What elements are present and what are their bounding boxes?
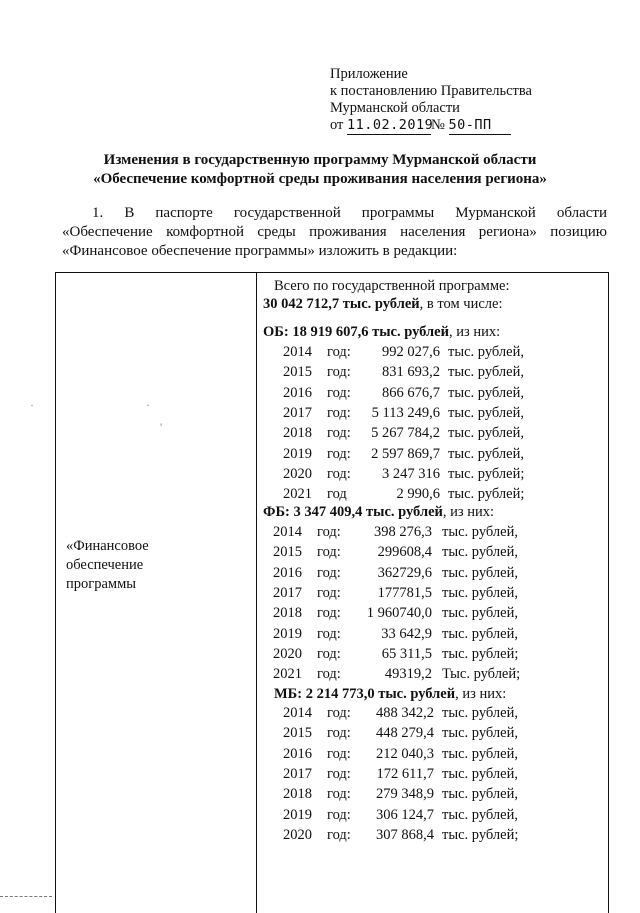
row-value: 866 676,7 — [382, 384, 440, 401]
row-value: 279 348,9 — [376, 786, 434, 803]
row-unit: тыс. рублей; — [448, 486, 525, 503]
row-god: год: — [317, 584, 341, 601]
row-unit: тыс. рублей, — [448, 344, 524, 360]
row-year: 2014 — [283, 705, 312, 721]
row-value: 306 124,7 — [376, 806, 434, 823]
row-unit: тыс. рублей, — [442, 765, 518, 782]
number-value: 50-ПП — [448, 117, 492, 133]
row-value: 65 311,5 — [381, 645, 432, 662]
row-unit: тыс. рублей, — [442, 584, 518, 601]
scan-mark: · — [146, 398, 150, 412]
row-god: год: — [327, 705, 351, 721]
row-value: 488 342,2 — [376, 705, 434, 721]
row-god: год: — [327, 344, 351, 360]
date-field — [347, 117, 434, 135]
row-value: 5 267 784,2 — [371, 425, 440, 442]
row-unit: тыс. рублей, — [442, 625, 518, 642]
row-value: 212 040,3 — [376, 745, 434, 762]
row-year: 2015 — [283, 364, 312, 381]
row-unit: тыс. рублей, — [442, 524, 518, 540]
row-unit: тыс. рублей, — [442, 725, 518, 742]
row-year: 2018 — [283, 786, 312, 803]
row-value: 299608,4 — [377, 544, 432, 561]
appendix-resolution: к постановлению Правительства — [330, 83, 532, 99]
scan-mark: · — [30, 398, 34, 412]
row-unit: тыс. рублей, — [442, 605, 518, 622]
row-value: 1 960740,0 — [366, 605, 432, 622]
row-god: год: — [327, 404, 351, 421]
document-title-line-1: Изменения в государственную программу Мурманской области — [103, 152, 537, 168]
row-god: год: — [327, 445, 351, 462]
row-god: год: — [327, 725, 351, 742]
row-god: год: — [327, 745, 351, 762]
number-field — [449, 117, 511, 135]
row-value: 2 990,6 — [396, 486, 440, 503]
row-year: 2016 — [273, 564, 302, 581]
total-caption: Всего по государственной программе: — [274, 278, 510, 294]
row-year: 2021 — [273, 666, 302, 683]
row-year: 2017 — [283, 404, 312, 421]
row-god: год: — [317, 666, 341, 683]
paragraph-line-2: «Обеспечение комфортной среды проживания населения региона» позицию — [62, 224, 607, 240]
row-value: 33 642,9 — [381, 625, 432, 642]
row-year: 2020 — [283, 465, 312, 482]
row-unit: тыс. рублей, — [448, 404, 524, 421]
row-unit: тыс. рублей; — [442, 645, 519, 662]
row-god: год: — [327, 806, 351, 823]
paragraph-line-1: 1. В паспорте государственной программы Мурманской области — [92, 205, 607, 221]
row-value: 831 693,2 — [382, 364, 440, 381]
row-value: 2 597 869,7 — [371, 445, 440, 462]
row-year: 2019 — [283, 806, 312, 823]
paragraph-line-3: «Финансовое обеспечение программы» изложить в редакции: — [62, 243, 458, 259]
total-amount: 30 042 712,7 тыс. рублей — [263, 296, 420, 312]
row-god: год: — [327, 364, 351, 381]
row-value: 992 027,6 — [382, 344, 440, 360]
row-year: 2017 — [283, 765, 312, 782]
row-year: 2017 — [273, 584, 302, 601]
appendix-region: Мурманской области — [330, 100, 460, 116]
table-row-label: «Финансовое обеспечение программы — [66, 538, 149, 592]
row-unit: тыс. рублей; — [442, 826, 519, 843]
row-value: 398 276,3 — [374, 524, 432, 540]
row-god: год: — [317, 605, 341, 622]
row-year: 2019 — [273, 625, 302, 642]
row-unit: тыс. рублей, — [442, 806, 518, 823]
row-god: год: — [317, 564, 341, 581]
row-god: год: — [327, 765, 351, 782]
row-value: 49319,2 — [384, 666, 432, 683]
row-god: год: — [317, 625, 341, 642]
row-god: год: — [327, 826, 351, 843]
row-year: 2016 — [283, 745, 312, 762]
row-value: 362729,6 — [377, 564, 432, 581]
row-god: год: — [317, 645, 341, 662]
row-god: год — [327, 486, 347, 503]
row-unit: тыс. рублей, — [448, 384, 524, 401]
table-column-divider — [256, 273, 257, 913]
financing-table — [55, 272, 609, 913]
date-value: 11.02.2019 — [347, 117, 434, 133]
row-year: 2021 — [283, 486, 312, 503]
row-unit: Тыс. рублей; — [442, 666, 521, 683]
row-god: год: — [327, 786, 351, 803]
row-year: 2015 — [283, 725, 312, 742]
appendix-title: Приложение — [330, 66, 408, 82]
row-god: год: — [327, 384, 351, 401]
appendix-date-line — [330, 117, 532, 135]
row-year: 2014 — [283, 344, 312, 360]
row-god: год: — [327, 425, 351, 442]
row-unit: тыс. рублей, — [442, 786, 518, 803]
row-unit: тыс. рублей, — [448, 364, 524, 381]
scan-mark: ' — [160, 420, 163, 434]
section-ob-heading: ОБ: 18 919 607,6 тыс. рублей, из них: — [263, 324, 501, 340]
appendix-header — [330, 66, 532, 135]
row-value: 448 279,4 — [376, 725, 434, 742]
row-value: 172 611,7 — [376, 765, 434, 782]
row-unit: тыс. рублей, — [442, 705, 518, 721]
row-unit: тыс. рублей, — [448, 445, 524, 462]
document-title-line-2: «Обеспечение комфортной среды проживания населения региона» — [93, 171, 547, 187]
row-year: 2020 — [283, 826, 312, 843]
date-prefix: от — [330, 117, 344, 133]
row-value: 5 113 249,6 — [371, 404, 440, 421]
number-sign: № — [431, 117, 445, 133]
row-year: 2015 — [273, 544, 302, 561]
row-god: год: — [317, 544, 341, 561]
row-value: 3 247 316 — [382, 465, 440, 482]
row-year: 2016 — [283, 384, 312, 401]
row-unit: тыс. рублей; — [448, 465, 525, 482]
section-mb-heading: МБ: 2 214 773,0 тыс. рублей, из них: — [274, 686, 507, 702]
row-unit: тыс. рублей, — [442, 745, 518, 762]
row-god: год: — [327, 465, 351, 482]
row-value: 307 868,4 — [376, 826, 434, 843]
total-suffix: , в том числе: — [419, 296, 503, 312]
footer-dash — [0, 896, 52, 897]
row-year: 2019 — [283, 445, 312, 462]
section-fb-heading: ФБ: 3 347 409,4 тыс. рублей, из них: — [263, 504, 495, 520]
row-year: 2018 — [273, 605, 302, 622]
row-value: 177781,5 — [377, 584, 432, 601]
total-amount-line — [263, 296, 502, 313]
row-year: 2014 — [273, 524, 302, 540]
row-year: 2018 — [283, 425, 312, 442]
row-unit: тыс. рублей, — [448, 425, 524, 442]
row-god: год: — [317, 524, 341, 540]
row-unit: тыс. рублей, — [442, 564, 518, 581]
row-year: 2020 — [273, 645, 302, 662]
row-unit: тыс. рублей, — [442, 544, 518, 561]
